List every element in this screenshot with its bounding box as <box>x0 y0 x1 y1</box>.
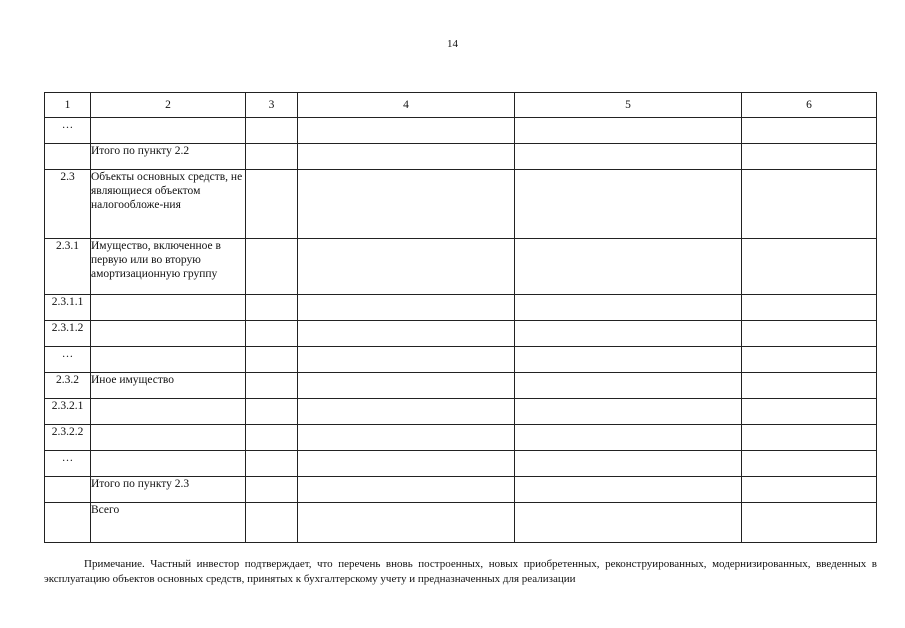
table-cell <box>515 295 742 321</box>
table-row <box>45 425 877 451</box>
table-cell <box>515 373 742 399</box>
table-header-row <box>45 93 877 118</box>
table-row <box>45 295 877 321</box>
table-cell <box>515 425 742 451</box>
table-cell <box>515 477 742 503</box>
table-cell <box>246 477 298 503</box>
table-cell <box>742 373 877 399</box>
row-description: Итого по пункту 2.2 <box>91 144 246 170</box>
table-row <box>45 373 877 399</box>
table-cell <box>298 347 515 373</box>
table-cell <box>298 477 515 503</box>
row-description <box>91 451 246 477</box>
table-row <box>45 503 877 543</box>
table-row <box>45 321 877 347</box>
row-description <box>91 321 246 347</box>
column-header-1: 1 <box>45 93 91 118</box>
row-description <box>91 295 246 321</box>
table-cell <box>246 373 298 399</box>
table-cell <box>515 170 742 239</box>
table-cell <box>298 144 515 170</box>
table-cell <box>742 295 877 321</box>
table-cell <box>515 144 742 170</box>
table-cell <box>298 239 515 295</box>
table-cell <box>742 347 877 373</box>
table-cell <box>246 425 298 451</box>
row-number: … <box>45 118 91 144</box>
table-cell <box>742 118 877 144</box>
table-cell <box>298 399 515 425</box>
table-cell <box>742 477 877 503</box>
table-cell <box>298 321 515 347</box>
row-description <box>91 425 246 451</box>
row-description: Иное имущество <box>91 373 246 399</box>
table-cell <box>246 451 298 477</box>
table-cell <box>246 239 298 295</box>
table-cell <box>515 399 742 425</box>
row-number: 2.3.2.1 <box>45 399 91 425</box>
row-number: 2.3.1.2 <box>45 321 91 347</box>
column-header-2: 2 <box>91 93 246 118</box>
row-description: Итого по пункту 2.3 <box>91 477 246 503</box>
row-number <box>45 477 91 503</box>
table-cell <box>246 503 298 543</box>
table-row <box>45 477 877 503</box>
column-header-6: 6 <box>742 93 877 118</box>
table-cell <box>246 399 298 425</box>
table-cell <box>742 425 877 451</box>
table-row <box>45 347 877 373</box>
row-number: 2.3.2.2 <box>45 425 91 451</box>
table-row <box>45 170 877 239</box>
table-row <box>45 144 877 170</box>
column-header-5: 5 <box>515 93 742 118</box>
table-cell <box>246 295 298 321</box>
row-number: 2.3.1 <box>45 239 91 295</box>
table-cell <box>246 144 298 170</box>
row-number: 2.3 <box>45 170 91 239</box>
table-row <box>45 239 877 295</box>
row-number: … <box>45 347 91 373</box>
property-table <box>44 92 877 543</box>
table-cell <box>515 118 742 144</box>
table-cell <box>298 118 515 144</box>
table-cell <box>742 451 877 477</box>
table-cell <box>515 503 742 543</box>
table-cell <box>298 295 515 321</box>
row-number: 2.3.2 <box>45 373 91 399</box>
table-cell <box>742 239 877 295</box>
table-cell <box>742 399 877 425</box>
table-cell <box>742 503 877 543</box>
table-cell <box>246 170 298 239</box>
table-cell <box>246 118 298 144</box>
table-row <box>45 118 877 144</box>
page-number: 14 <box>447 38 458 50</box>
row-description: Имущество, включенное в первую или во вторую амортизационную группу <box>91 239 246 295</box>
table-cell <box>246 347 298 373</box>
table-cell <box>298 425 515 451</box>
table-cell <box>246 321 298 347</box>
table-cell <box>742 170 877 239</box>
column-header-4: 4 <box>298 93 515 118</box>
row-description <box>91 399 246 425</box>
row-number: … <box>45 451 91 477</box>
table-cell <box>742 144 877 170</box>
row-description <box>91 118 246 144</box>
note-paragraph: Примечание. Частный инвестор подтверждает, что перечень вновь построенных, новых приобретенных, реконструированных, модернизированных, введенных в эксплуатацию объектов основных средств, принятых к бухгалтерскому учету и предназначенных для реализации <box>44 558 877 585</box>
table-cell <box>742 321 877 347</box>
table-cell <box>298 503 515 543</box>
row-number: 2.3.1.1 <box>45 295 91 321</box>
table-cell <box>298 451 515 477</box>
row-description <box>91 347 246 373</box>
row-description: Объекты основных средств, не являющиеся объектом налогообложе-ния <box>91 170 246 239</box>
table-cell <box>298 373 515 399</box>
table-cell <box>298 170 515 239</box>
column-header-3: 3 <box>246 93 298 118</box>
row-number <box>45 503 91 543</box>
row-description: Всего <box>91 503 246 543</box>
table-cell <box>515 451 742 477</box>
table-row <box>45 451 877 477</box>
row-number <box>45 144 91 170</box>
table-row <box>45 399 877 425</box>
table-cell <box>515 347 742 373</box>
table-cell <box>515 321 742 347</box>
table-cell <box>515 239 742 295</box>
